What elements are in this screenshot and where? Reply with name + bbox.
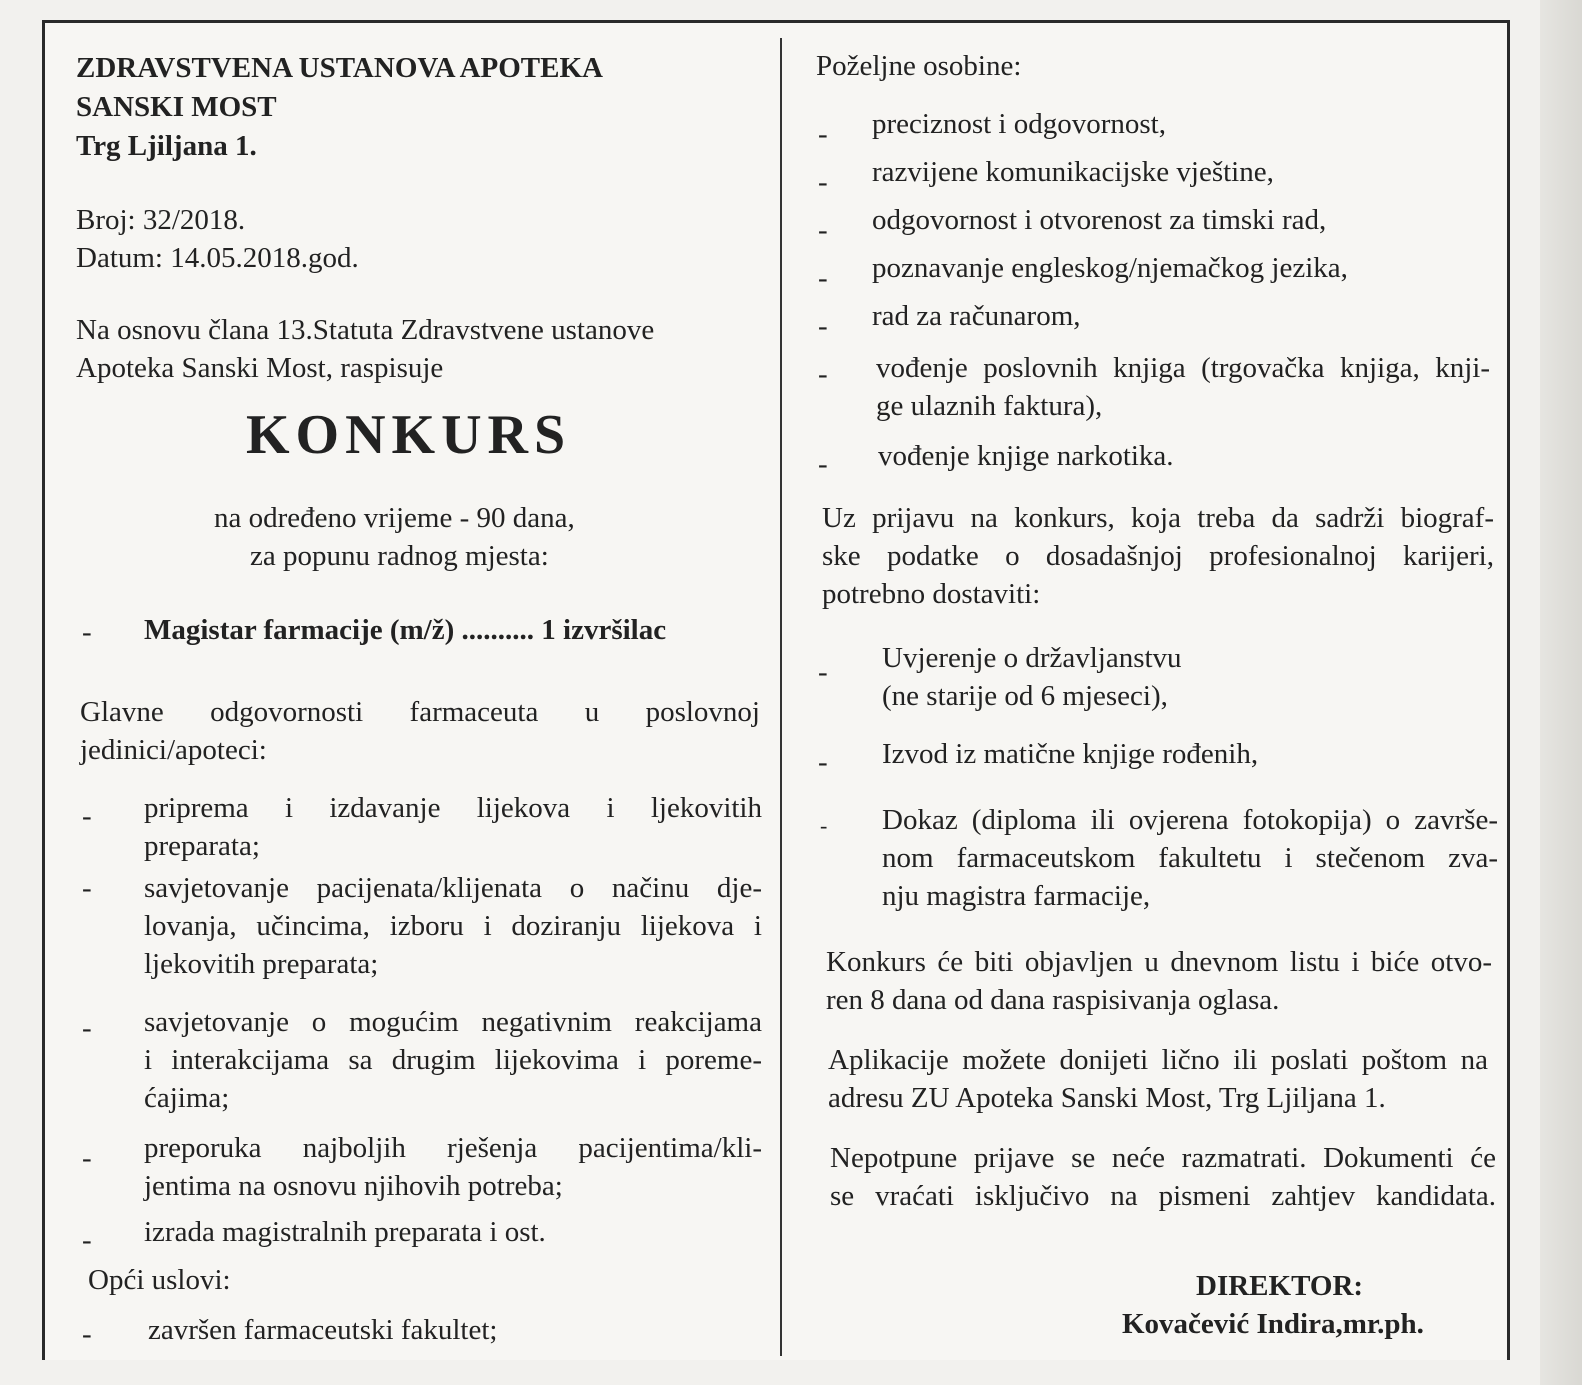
list-item: vođenje poslovnih knjiga (trgovačka knjiga, knji-: [876, 352, 1490, 384]
responsibilities-heading-line1: Glavne odgovornosti farmaceuta u poslovnoj: [80, 696, 760, 728]
list-dash: -: [820, 813, 828, 838]
list-dash: -: [818, 262, 828, 294]
director-title: DIREKTOR:: [1196, 1270, 1364, 1302]
list-item: (ne starije od 6 mjeseci),: [882, 680, 1168, 712]
list-item: odgovornost i otvorenost za timski rad,: [872, 204, 1327, 236]
column-divider: [780, 38, 782, 1356]
intro-line2: Apoteka Sanski Most, raspisuje: [76, 352, 444, 384]
list-item: i interakcijama sa drugim lijekovima i poreme-: [144, 1044, 762, 1076]
list-item: Uvjerenje o državljanstvu: [882, 642, 1182, 674]
publication-line2: ren 8 dana od dana raspisivanja oglasa.: [826, 984, 1280, 1016]
application-line2: adresu ZU Apoteka Sanski Most, Trg Ljiljana 1.: [828, 1082, 1386, 1114]
apply-line2: ske podatke o dosadašnjoj profesionalnoj karijeri,: [822, 540, 1494, 572]
list-item: savjetovanje o mogućim negativnim reakcijama: [144, 1006, 762, 1038]
org-address: Trg Ljiljana 1.: [76, 130, 257, 162]
list-dash: -: [818, 448, 828, 480]
apply-line1: Uz prijavu na konkurs, koja treba da sadrži biograf-: [822, 502, 1494, 534]
incomplete-line1: Nepotpune prijave se neće razmatrati. Dokumenti će: [830, 1142, 1496, 1174]
list-item: ge ulaznih faktura),: [876, 390, 1103, 422]
responsibilities-heading-line2: jedinici/apoteci:: [80, 734, 267, 766]
list-item: vođenje knjige narkotika.: [878, 440, 1174, 472]
list-item: ljekovitih preparata;: [144, 948, 379, 980]
page-title: KONKURS: [246, 404, 572, 466]
list-dash: -: [82, 1012, 92, 1044]
list-item: priprema i izdavanje lijekova i ljekovitih: [144, 792, 762, 824]
list-dash: -: [82, 1142, 92, 1174]
list-item: nju magistra farmacije,: [882, 880, 1151, 912]
list-item: Dokaz (diploma ili ovjerena fotokopija) o završe-: [882, 804, 1498, 836]
list-item: završen farmaceutski fakultet;: [148, 1314, 498, 1346]
position-title: Magistar farmacije (m/ž) .......... 1 izvršilac: [144, 614, 667, 646]
incomplete-line2: se vraćati isključivo na pismeni zahtjev kandidata.: [830, 1180, 1496, 1212]
list-item: preciznost i odgovornost,: [872, 108, 1166, 140]
subtitle-line1: na određeno vrijeme - 90 dana,: [214, 502, 575, 534]
director-name: Kovačević Indira,mr.ph.: [1122, 1308, 1424, 1340]
list-item: savjetovanje pacijenata/klijenata o načinu dje-: [144, 872, 762, 904]
apply-line3: potrebno dostaviti:: [822, 578, 1041, 610]
list-item: preparata;: [144, 830, 260, 862]
list-item: rad za računarom,: [872, 300, 1081, 332]
list-dash: -: [818, 746, 828, 778]
position-dash: -: [82, 616, 92, 648]
list-dash: -: [818, 358, 828, 390]
document-date: Datum: 14.05.2018.god.: [76, 242, 359, 274]
list-dash: -: [818, 214, 828, 246]
list-item: Izvod iz matične knjige rođenih,: [882, 738, 1259, 770]
page-edge: [1540, 0, 1582, 1385]
list-item: poznavanje engleskog/njemačkog jezika,: [872, 252, 1348, 284]
intro-line1: Na osnovu člana 13.Statuta Zdravstvene ustanove: [76, 314, 655, 346]
list-dash: -: [82, 872, 92, 904]
org-name-line2: SANSKI MOST: [76, 91, 277, 123]
org-name-line1: ZDRAVSTVENA USTANOVA APOTEKA: [76, 52, 603, 84]
list-dash: -: [818, 656, 828, 688]
list-dash: -: [82, 1224, 92, 1256]
list-item: nom farmaceutskom fakultetu i stečenom zva-: [882, 842, 1498, 874]
list-item: jentima na osnovu njihovih potreba;: [144, 1170, 563, 1202]
subtitle-line2: za popunu radnog mjesta:: [250, 540, 549, 572]
list-item: preporuka najboljih rješenja pacijentima/kli-: [144, 1132, 762, 1164]
list-dash: -: [818, 310, 828, 342]
publication-line1: Konkurs će biti objavljen u dnevnom listu i biće otvo-: [826, 946, 1492, 978]
list-item: ćajima;: [144, 1082, 230, 1114]
list-item: lovanja, učincima, izboru i doziranju lijekova i: [144, 910, 762, 942]
traits-heading: Poželjne osobine:: [816, 50, 1022, 82]
general-conditions-heading: Opći uslovi:: [88, 1264, 231, 1296]
document-number: Broj: 32/2018.: [76, 204, 246, 236]
list-item: izrada magistralnih preparata i ost.: [144, 1216, 546, 1248]
application-line1: Aplikacije možete donijeti lično ili poslati poštom na: [828, 1044, 1488, 1076]
list-dash: -: [82, 800, 92, 832]
list-dash: -: [818, 118, 828, 150]
list-item: razvijene komunikacijske vještine,: [872, 156, 1274, 188]
list-dash: -: [82, 1318, 92, 1350]
list-dash: -: [818, 166, 828, 198]
